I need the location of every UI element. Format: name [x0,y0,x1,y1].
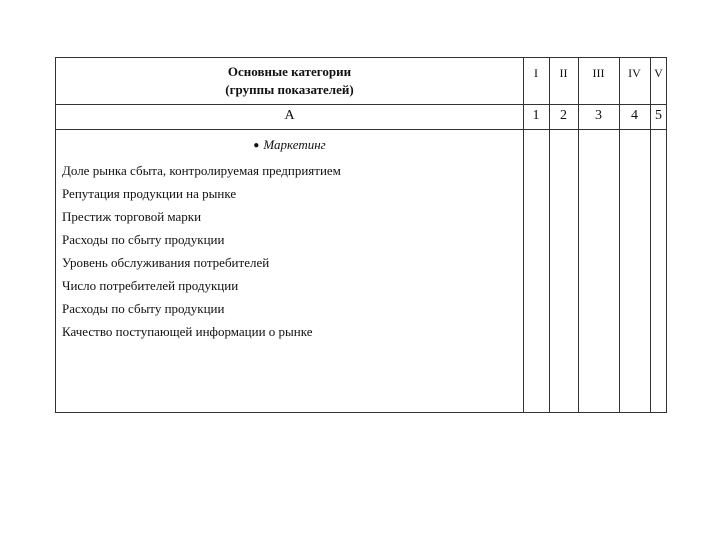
category-code: А [284,108,295,123]
column-number-3: 3 [595,108,602,123]
indicator-table [55,57,667,413]
column-header-4: IV [628,66,641,80]
category-header-line2: (группы показателей) [225,82,354,97]
numbering-divider [56,129,666,130]
section-title-text: Маркетинг [263,137,326,152]
category-header [56,63,523,99]
column-number-2: 2 [560,108,567,123]
column-header-2: II [559,66,568,80]
column-number-5: 5 [655,108,662,123]
section-title [56,137,523,153]
column-header-1: I [534,66,538,80]
list-item: Репутация продукции на рынке [62,186,237,201]
list-item: Число потребителей продукции [62,278,239,293]
category-header-line1: Основные категории [227,64,352,79]
column-header-3: III [592,66,605,80]
indicator-list [62,159,341,343]
column-header-5: V [654,66,663,80]
list-item: Расходы по сбыту продукции [62,301,225,316]
list-item: Престиж торговой марки [62,209,202,224]
list-item: Качество поступающей информации о рынке [62,324,313,339]
header-divider [56,104,666,105]
bullet-icon: ● [253,140,260,151]
list-item: Расходы по сбыту продукции [62,232,225,247]
list-item: Доле рынка сбыта, контролируемая предприятием [62,163,341,178]
column-number-4: 4 [631,108,638,123]
column-number-1: 1 [532,108,540,123]
list-item: Уровень обслуживания потребителей [62,255,270,270]
